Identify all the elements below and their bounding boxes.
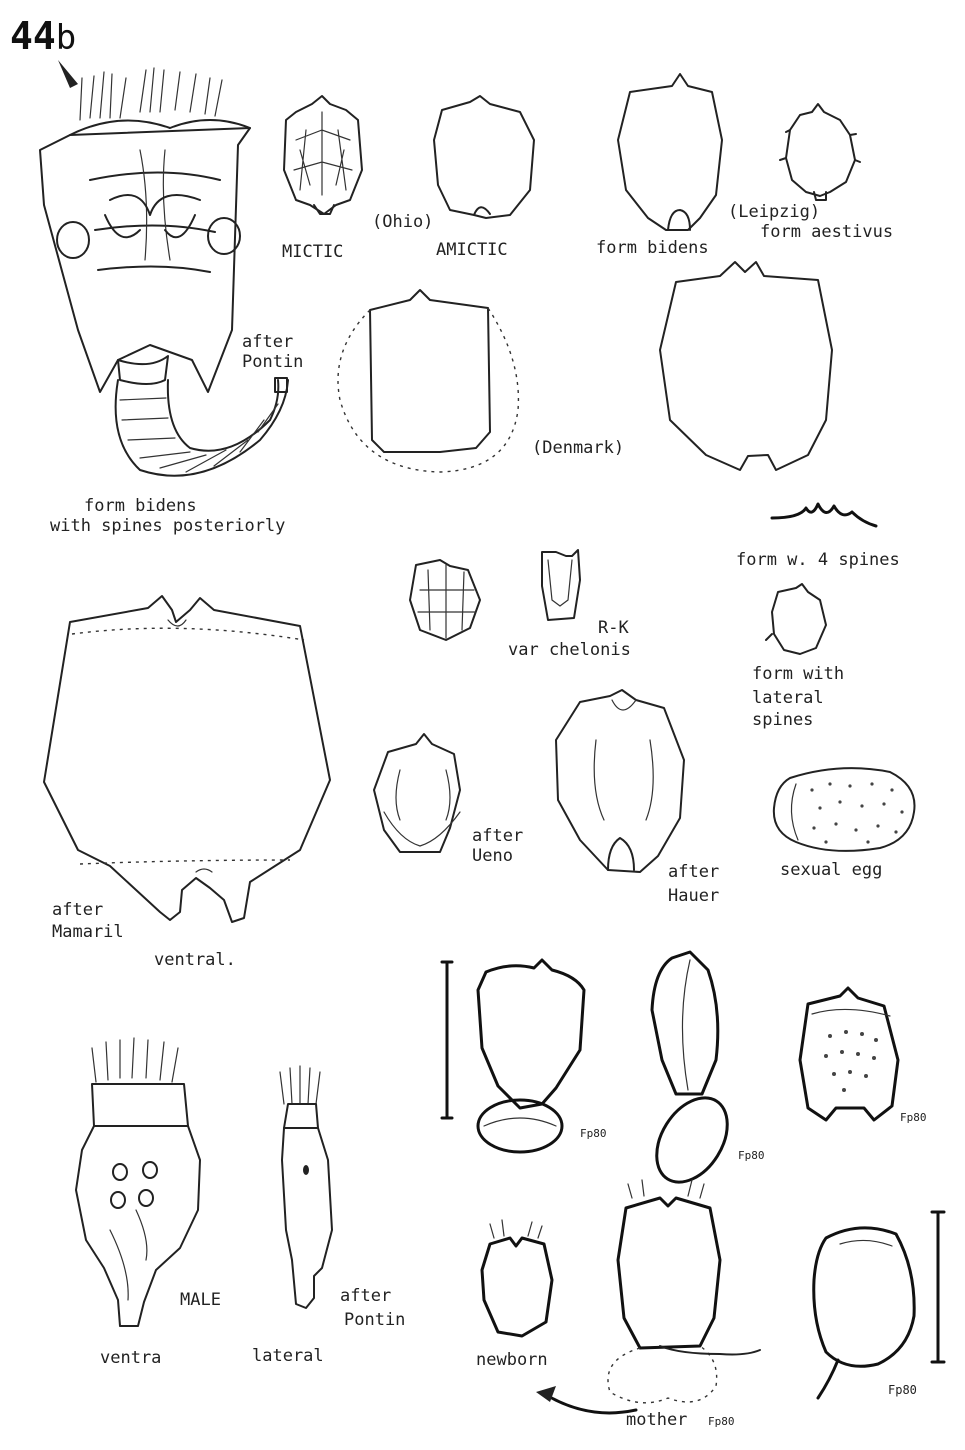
label-sexual-egg: sexual egg (780, 860, 883, 880)
label-lateral: lateral (252, 1346, 324, 1366)
label-newborn: newborn (476, 1350, 548, 1370)
label-form-bidens-spines-2: with spines posteriorly (50, 516, 286, 536)
scale-bar-right (932, 1212, 944, 1362)
label-amictic: AMICTIC (436, 240, 508, 260)
label-var-chelonis: var chelonis (508, 640, 631, 660)
figure-male-lateral (280, 1066, 332, 1308)
label-male: MALE (180, 1290, 221, 1310)
signature-1: Fp80 (580, 1127, 607, 1140)
label-denmark: (Denmark) (532, 438, 625, 458)
signature-2: Fp80 (738, 1149, 765, 1162)
label-after-ueno-1: after (472, 826, 524, 846)
label-after-mamaril-2: Mamaril (52, 922, 124, 942)
label-after-pontin-top: after (242, 332, 294, 352)
label-after-pontin-bottom-2: Pontin (344, 1310, 406, 1330)
figure-lateral-spines (766, 584, 826, 654)
label-form-lateral-3: spines (752, 710, 814, 730)
figure-mictic (284, 96, 362, 214)
figure-form-bidens-leipzig (618, 74, 722, 230)
label-form-bidens: form bidens (596, 238, 709, 258)
label-after-mamaril-1: after (52, 900, 104, 920)
figure-lorica-egg-2 (642, 952, 742, 1195)
label-after-pontin-top-name: Pontin (242, 352, 304, 372)
label-ventral-top: ventral. (154, 950, 236, 970)
figure-form-bidens-large (660, 262, 832, 470)
label-form-lateral-1: form with (752, 664, 845, 684)
label-form-4-spines: form w. 4 spines (736, 550, 900, 570)
figure-hauer (556, 690, 684, 872)
label-mother: mother (626, 1410, 688, 1430)
figure-amictic (434, 96, 534, 218)
figure-4-spines-profile (772, 504, 876, 526)
figure-male-ventral (76, 1038, 200, 1326)
label-form-bidens-spines-1: form bidens (84, 496, 197, 516)
label-ohio: (Ohio) (372, 212, 434, 232)
figure-lorica-egg-1 (478, 960, 584, 1152)
signature-3: Fp80 (900, 1111, 927, 1124)
label-after-hauer-1: after (668, 862, 720, 882)
figure-lorica-3 (800, 988, 898, 1120)
figure-mamaril-ventral (44, 596, 330, 922)
label-after-pontin-bottom-1: after (340, 1286, 392, 1306)
label-leipzig: (Leipzig) (728, 202, 821, 222)
label-form-aestivus: form aestivus (760, 222, 894, 242)
scale-bar-left (442, 962, 452, 1118)
label-rk: R-K (598, 618, 629, 638)
figure-var-chelonis (410, 550, 580, 640)
signature-5: Fp80 (888, 1383, 917, 1397)
label-mictic: MICTIC (282, 242, 344, 262)
label-form-lateral-2: lateral (752, 688, 824, 708)
figure-form-aestivus (780, 104, 860, 200)
label-after-hauer-2: Hauer (668, 886, 720, 906)
plate-number: 44b (10, 14, 77, 58)
figure-newborn (482, 1220, 552, 1336)
signature-4: Fp80 (708, 1415, 735, 1428)
figure-sexual-egg (774, 768, 915, 851)
figure-form-bidens-full (40, 68, 288, 476)
figure-lorica-lateral (814, 1228, 914, 1398)
label-ventra: ventra (100, 1348, 162, 1368)
figure-mother (536, 1180, 760, 1413)
figure-ueno (374, 734, 460, 852)
figure-denmark (338, 290, 518, 472)
pointer-arrow (58, 60, 78, 88)
label-after-ueno-2: Ueno (472, 846, 513, 866)
